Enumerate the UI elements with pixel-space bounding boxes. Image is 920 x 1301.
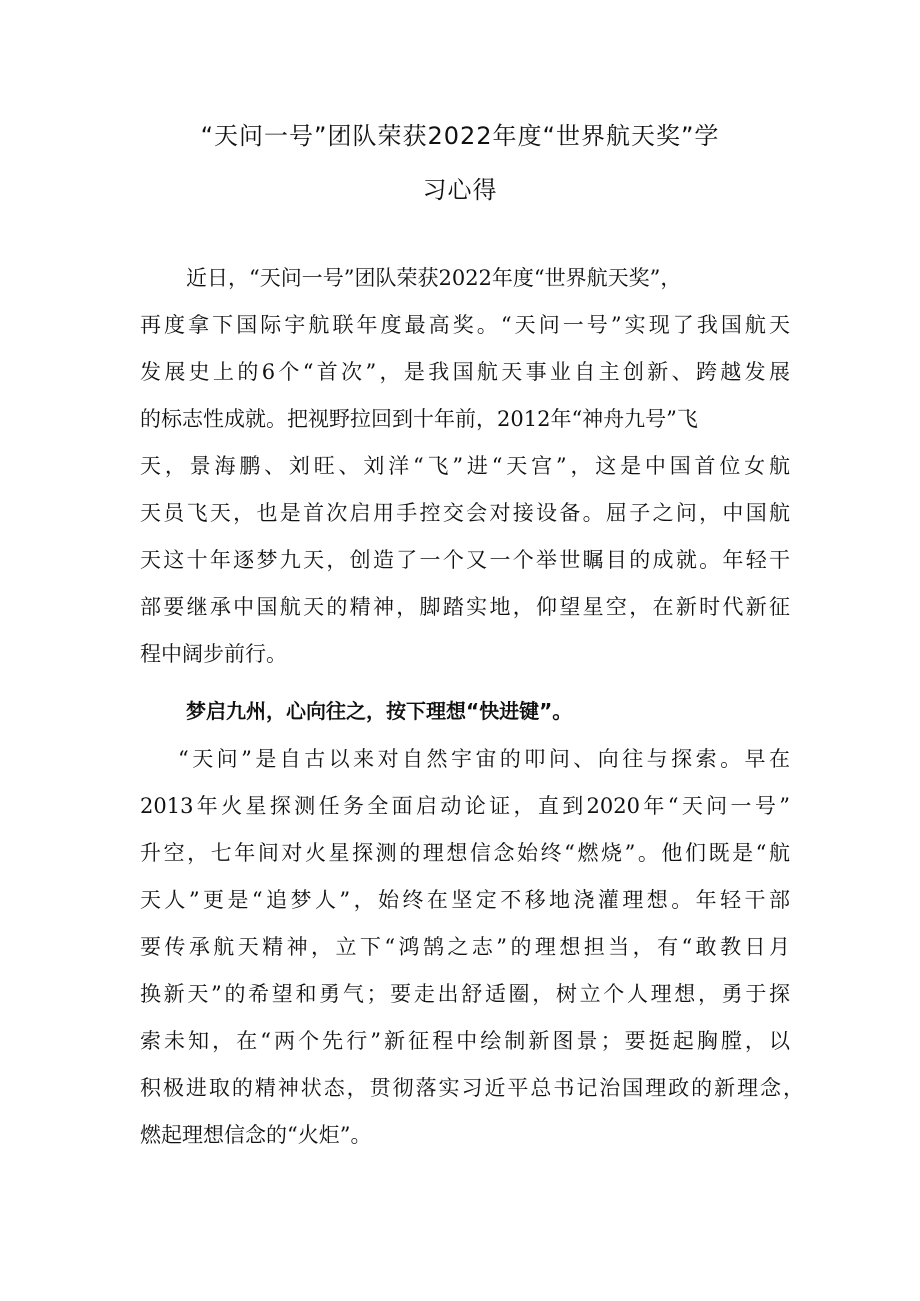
paragraph-1-line-3: 发展史上的6个“首次”，是我国航天事业自主创新、跨越发展 (140, 360, 790, 384)
paragraph-2-line-9: 燃起理想信念的“火炬”。 (140, 1123, 372, 1147)
paragraph-2-line-1: “天问”是自古以来对自然宇宙的叩问、向往与探索。早在 (178, 747, 790, 771)
section-heading-1: 梦启九州，心向往之，按下理想“快进键”。 (186, 699, 573, 723)
paragraph-2-line-6: 换新天”的希望和勇气；要走出舒适圈，树立个人理想，勇于探 (140, 982, 790, 1006)
paragraph-1-line-9: 程中阔步前行。 (140, 642, 287, 666)
paragraph-2-line-5: 要传承航天精神，立下“鸿鹄之志”的理想担当，有“敢教日月 (140, 935, 790, 959)
paragraph-2-line-8: 积极进取的精神状态，贯彻落实习近平总书记治国理政的新理念， (140, 1076, 804, 1100)
paragraph-1-line-1: 近日，“天问一号”团队荣获2022年度“世界航天奖”， (186, 266, 682, 290)
paragraph-1-line-2: 再度拿下国际宇航联年度最高奖。“天问一号”实现了我国航天 (140, 313, 790, 337)
paragraph-1-line-8: 部要继承中国航天的精神，脚踏实地，仰望星空，在新时代新征 (140, 595, 790, 619)
paragraph-2-line-3: 升空，七年间对火星探测的理想信念始终“燃烧”。他们既是“航 (140, 841, 790, 865)
paragraph-2-line-4: 天人”更是“追梦人”，始终在坚定不移地浇灌理想。年轻干部 (140, 888, 790, 912)
paragraph-2-line-2: 2013年火星探测任务全面启动论证，直到2020年“天问一号” (140, 794, 790, 818)
paragraph-1-line-6: 天员飞天，也是首次启用手控交会对接设备。屈子之问，中国航 (140, 501, 790, 525)
paragraph-1-line-5: 天，景海鹏、刘旺、刘洋“飞”进“天宫”，这是中国首位女航 (140, 454, 790, 478)
title-line-2: 习心得 (422, 176, 498, 204)
paragraph-1-line-7: 天这十年逐梦九天，创造了一个又一个举世瞩目的成就。年轻干 (140, 548, 790, 572)
title-line-1: “天问一号”团队荣获2022年度“世界航天奖”学 (200, 122, 720, 150)
paragraph-2-line-7: 索未知，在“两个先行”新征程中绘制新图景；要挺起胸膛，以 (140, 1029, 790, 1053)
paragraph-1-line-4: 的标志性成就。把视野拉回到十年前，2012年“神舟九号”飞 (140, 407, 698, 431)
